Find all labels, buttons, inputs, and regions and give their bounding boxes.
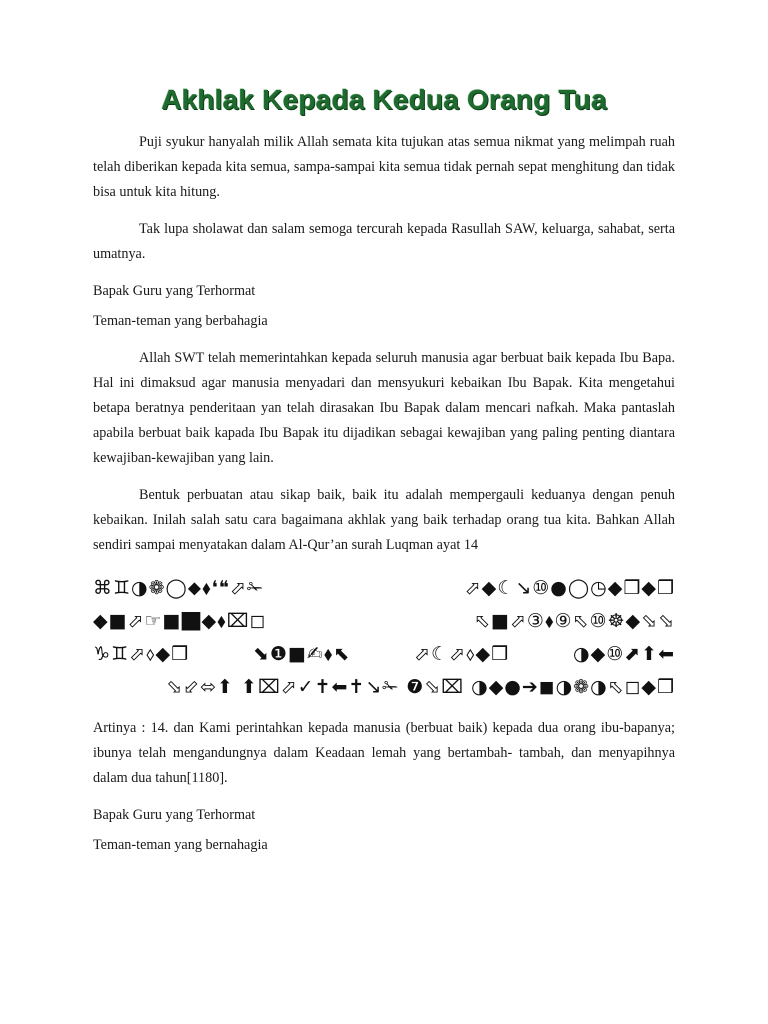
verse-segment: ◑︎◆︎⑩︎⬈︎⬆︎⬅︎ bbox=[573, 643, 675, 665]
verse-segment: ⬀︎☾︎⬀︎⬨︎◆︎❒︎ bbox=[414, 643, 510, 665]
verse-segment: ⬁︎■︎⬀︎③︎⬧︎⑨︎⬁︎⑩︎☸︎◆︎⬂︎⬂︎ bbox=[474, 610, 675, 632]
paragraph-sholawat: Tak lupa sholawat dan salam semoga tercurah kepada Rasullah SAW, keluarga, sahabat, serta umatnya. bbox=[93, 221, 675, 262]
greeting-friends: Teman-teman yang berbahagia bbox=[93, 313, 268, 329]
verse-segment: ⌘♊︎◑︎❁︎◯︎⬥︎⬧︎❛︎❝︎⬀︎✁︎ bbox=[93, 577, 264, 599]
verse-segment: ♑︎♊︎⬀︎⬨︎◆︎❒︎ bbox=[93, 643, 190, 665]
verse-segment: ◆︎■︎⬀︎☞︎■︎⬛︎◆︎⬧︎⌧︎◻︎ bbox=[93, 610, 267, 632]
verse-segment: ⬂︎⬃︎⬄︎⬆︎ ⬆︎⌧︎⬀︎✓︎✝︎⬅︎✝︎↘︎✁︎ ❼︎⬂︎⌧︎ ◑︎◆︎●︎➔︎◼︎◑︎❁︎◑︎⬁︎◻︎◆︎❒︎ bbox=[166, 676, 675, 698]
verse-line-2 bbox=[93, 605, 675, 638]
greeting-friends-2: Teman-teman yang bernahagia bbox=[93, 837, 268, 853]
verse-segment: ⬀︎◆︎☾︎↘︎⑩︎●︎◯︎◷︎◆︎❒︎◆︎❒︎ bbox=[464, 577, 675, 599]
greeting-teacher: Bapak Guru yang Terhormat bbox=[93, 283, 256, 299]
paragraph-allah-command: Allah SWT telah memerintahkan kepada seluruh manusia agar berbuat baik kepada Ibu Bapa. Hal ini dimaksud agar manusia menyadari dan mensyukuri kebaikan Ibu Bapak. Kita mengetahui betapa beratnya penderitaan yan telah dirasakan Ibu Bapak dalam mencari nafkah. Maka pantaslah apabila berbuat baik kapada Ibu Bapak itu dijadikan sebagai kewajiban yang paling penting diantara kewajiban-kewajiban yang lain. bbox=[93, 350, 675, 466]
verse-segment: ⬊︎❶︎■︎✍︎⬧︎⬉︎ bbox=[253, 643, 351, 665]
verse-line-3 bbox=[93, 638, 675, 671]
paragraph-good-conduct: Bentuk perbuatan atau sikap baik, baik itu adalah mempergauli keduanya dengan penuh kebaikan. Inilah salah satu cara bagaimana akhlak yang baik terhadap orang tua kita. Bahkan Allah sendiri sampai menyatakan dalam Al-Qur’an surah Luqman ayat 14 bbox=[93, 487, 675, 553]
paragraph-verse-meaning: Artinya : 14. dan Kami perintahkan kepada manusia (berbuat baik) kepada dua orang ibu-bapanya; ibunya telah mengandungnya dalam Keadaan lemah yang bertambah- tambah, dan menyapihnya dalam dua tahun[1180]. bbox=[93, 720, 675, 786]
quran-verse-glyphs bbox=[93, 572, 675, 704]
verse-line-4 bbox=[93, 671, 675, 704]
verse-line-1 bbox=[93, 572, 675, 605]
paragraph-opening-praise: Puji syukur hanyalah milik Allah semata kita tujukan atas semua nikmat yang melimpah ruah telah diberikan kepada kita semua, sampa-sampai kita semua tidak pernah sepat menghitung dan tidak bisa untuk kita hitung. bbox=[93, 134, 675, 200]
document-title: Akhlak Kepada Kedua Orang Tua bbox=[161, 84, 607, 115]
greeting-teacher-2: Bapak Guru yang Terhormat bbox=[93, 807, 256, 823]
document-page bbox=[93, 82, 675, 858]
